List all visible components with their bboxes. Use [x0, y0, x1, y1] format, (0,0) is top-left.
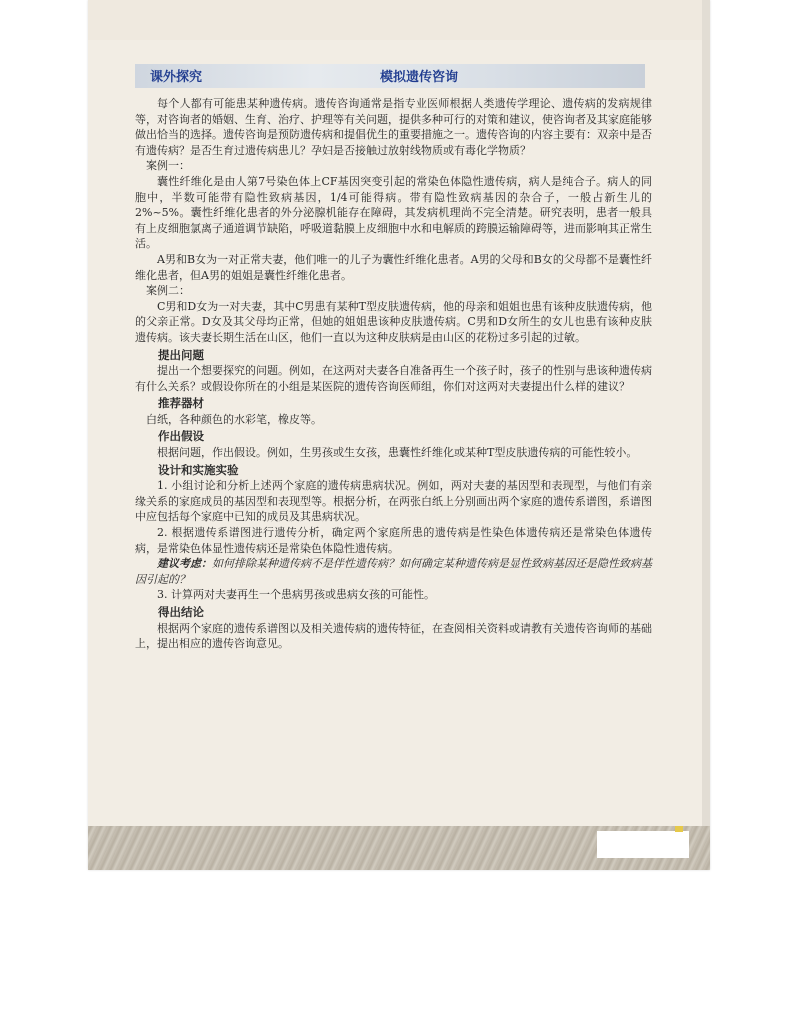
- section-category-label: 课外探究: [150, 70, 203, 85]
- section-title: 模拟遗传咨询: [380, 70, 459, 85]
- consider-label: 建议考虑：: [157, 557, 212, 571]
- step2-paragraph: 2. 根据遗传系谱图进行遗传分析，确定两个家庭所患的遗传病是性染色体遗传病还是常染色体遗传病，是常染色体显性遗传病还是常染色体隐性遗传病。: [135, 526, 652, 555]
- case2-label: 案例二：: [146, 284, 190, 298]
- heading-design: 设计和实施实验: [158, 462, 239, 477]
- heading-materials: 推荐器材: [158, 396, 204, 411]
- conclusion-paragraph: 根据两个家庭的遗传系谱图以及相关遗传病的遗传特征，在查阅相关资料或请教有关遗传咨询师的基础上，提出相应的遗传咨询意见。: [135, 621, 652, 651]
- step1-paragraph: 1. 小组讨论和分析上述两个家庭的遗传病患病状况。例如，两对夫妻的基因型和表现型，与他们有亲缘关系的家庭成员的基因型和表现型等。根据分析，在两张白纸上分别画出两个家庭的遗传系谱图，系谱图中应包括每个家庭中已知的成员及其患病状况。: [135, 479, 652, 524]
- page-corner-mark: [675, 826, 683, 832]
- intro-paragraph: 每个人都有可能患某种遗传病。遗传咨询通常是指专业医师根据人类遗传学理论、遗传病的发病规律等，对咨询者的婚姻、生育、治疗、护理等有关问题，提供多种可行的对策和建议，使咨询者及其家庭能够做出恰当的选择。遗传咨询是预防遗传病和提倡优生的重要措施之一。遗传咨询的内容主要有：双亲中是否有遗传病？是否生育过遗传病患儿？孕妇是否接触过放射线物质或有毒化学物质？: [135, 97, 652, 157]
- hypothesis-paragraph: 根据问题，作出假设。例如，生男孩或生女孩，患囊性纤维化或某种T型皮肤遗传病的可能性较小。: [157, 446, 638, 460]
- consider-paragraph: [135, 556, 652, 587]
- consider-text: 如何排除某种遗传病不是伴性遗传病？如何确定某种遗传病是显性致病基因还是隐性致病基因引起的？: [135, 557, 652, 586]
- heading-conclusion: 得出结论: [158, 605, 204, 619]
- page-top-edge: [88, 0, 710, 40]
- case2-paragraph: C男和D女为一对夫妻，其中C男患有某种T型皮肤遗传病，他的母亲和姐姐也患有该种皮肤遗传病，他的父亲正常。D女及其父母均正常，但她的姐姐患该种皮肤遗传病。C男和D女所生的女儿也患有该种皮肤遗传病。该夫妻长期生活在山区，他们一直以为这种皮肤病是由山区的花粉过多引起的过敏。: [135, 299, 652, 344]
- case1-paragraph-2: A男和B女为一对正常夫妻，他们唯一的儿子为囊性纤维化患者。A男的父母和B女的父母都不是囊性纤维化患者，但A男的姐姐是囊性纤维化患者。: [135, 252, 652, 282]
- page-right-edge: [702, 0, 710, 870]
- page-content: [135, 96, 652, 652]
- step3-paragraph: 3. 计算两对夫妻再生一个患病男孩或患病女孩的可能性。: [157, 588, 435, 602]
- question-paragraph: 提出一个想要探究的问题。例如，在这两对夫妻各自准备再生一个孩子时，孩子的性别与患该种遗传病有什么关系？或假设你所在的小组是某医院的遗传咨询医师组，你们对这两对夫妻提出什么样的建议？: [135, 364, 652, 393]
- page-number-cover: [597, 831, 689, 858]
- materials-text: 白纸，各种颜色的水彩笔，橡皮等。: [146, 412, 322, 426]
- heading-hypothesis: 作出假设: [158, 429, 204, 444]
- heading-question: 提出问题: [158, 347, 204, 362]
- case1-paragraph: 囊性纤维化是由人第7号染色体上CF基因突变引起的常染色体隐性遗传病，病人是纯合子。病人的同胞中，半数可能带有隐性致病基因，1/4可能得病。带有隐性致病基因的杂合子，一般占新生儿的2%~5%。囊性纤维化患者的外分泌腺机能存在障碍，其发病机理尚不完全清楚。研究表明，患者一般具有上皮细胞氯离子通道调节缺陷，呼吸道黏膜上皮细胞中水和电解质的跨膜运输障碍等，进而影响其正常生活。: [135, 174, 652, 251]
- case1-label: 案例一：: [146, 159, 190, 173]
